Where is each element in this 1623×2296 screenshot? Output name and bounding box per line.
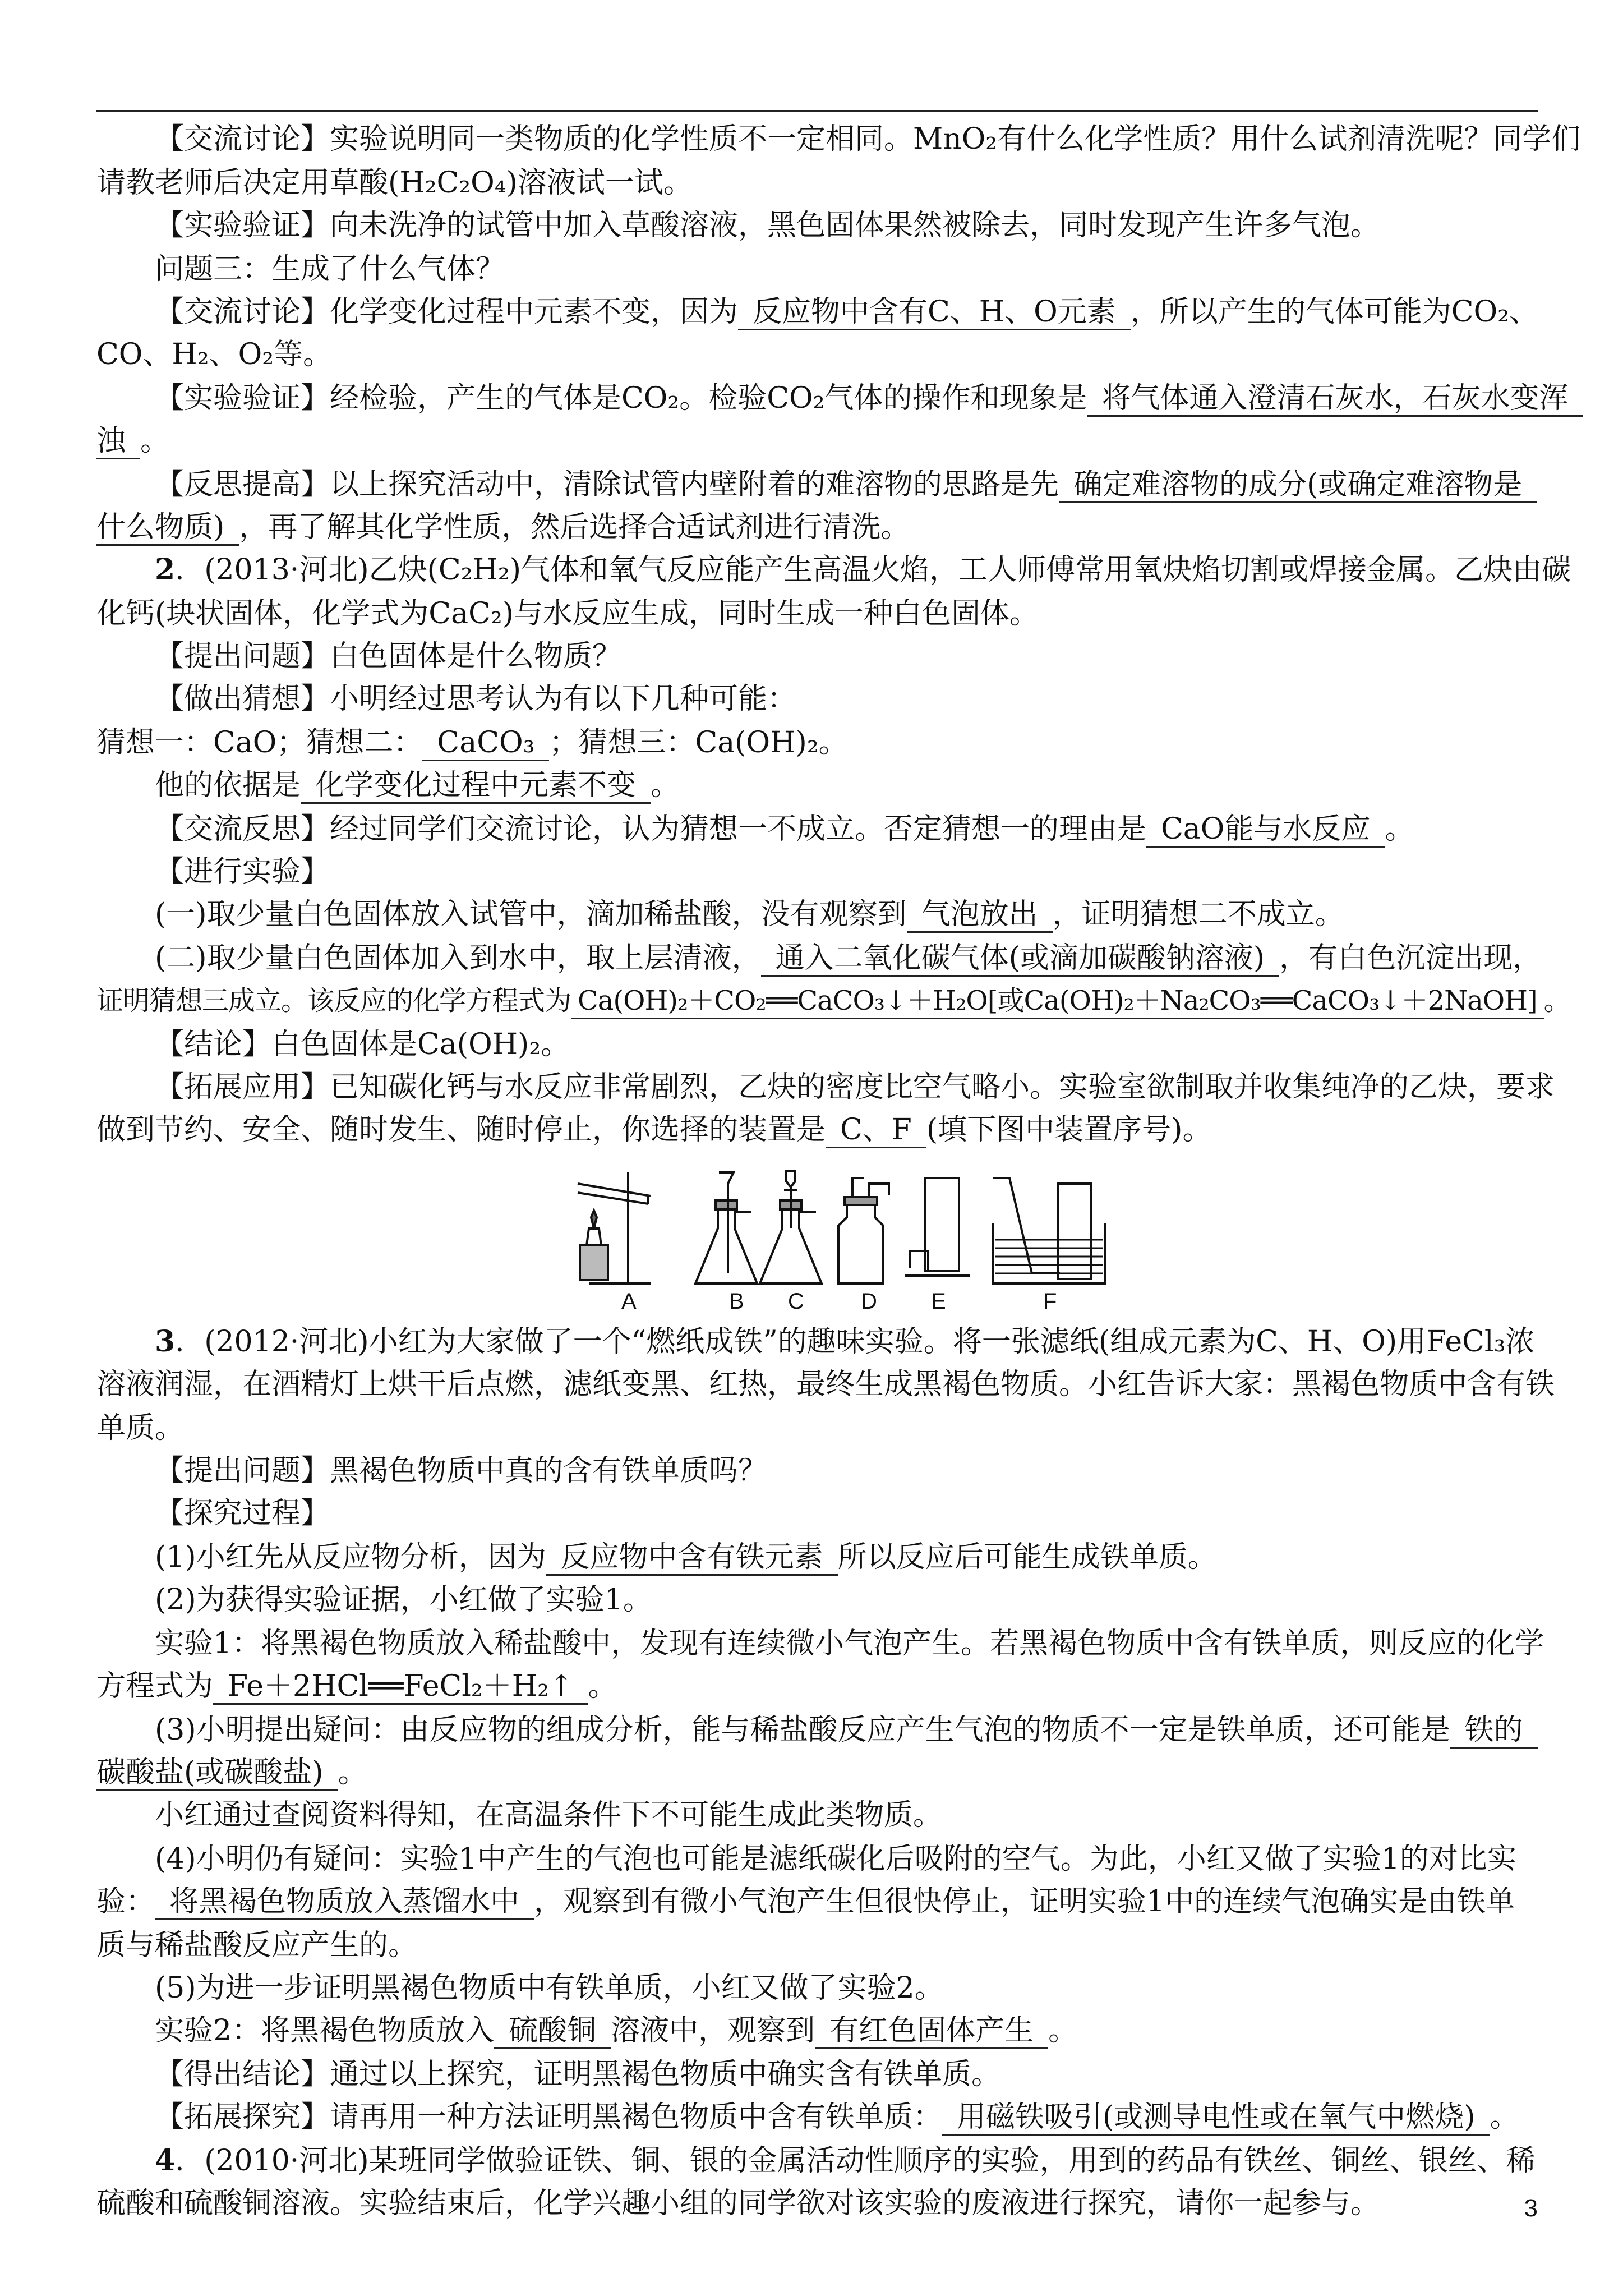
apparatus-e xyxy=(905,1178,970,1276)
text-line: 溶液润湿，在酒精灯上烘干后点燃，滤纸变黑、红热，最终生成黑褐色物质。小红告诉大家：黑褐色物质中含有铁 xyxy=(96,1368,1555,1401)
answer-blank: Fe＋2HCl══FeCl₂＋H₂↑ xyxy=(213,1669,588,1705)
text-line: 【提出问题】黑褐色物质中真的含有铁单质吗？ xyxy=(155,1454,768,1488)
answer-blank: 化学变化过程中元素不变 xyxy=(301,769,651,804)
text-line: CO、H₂、O₂等。 xyxy=(96,338,333,371)
text-line: 浊 。 xyxy=(96,422,1538,460)
text-line: 他的依据是 化学变化过程中元素不变 。 xyxy=(96,766,1538,804)
answer-blank: 气泡放出 xyxy=(907,898,1053,933)
apparatus-a xyxy=(578,1172,651,1283)
answer-blank: 反应物中含有铁元素 xyxy=(546,1540,838,1576)
apparatus-figure xyxy=(566,1161,1122,1290)
text-line: 做到节约、安全、随时发生、随时停止，你选择的装置是 C、F (填下图中装置序号)。 xyxy=(96,1111,1538,1149)
text-line: 实验2：将黑褐色物质放入 硫酸铜 溶液中，观察到 有红色固体产生 。 xyxy=(96,2012,1538,2050)
text-line: 硫酸和硫酸铜溶液。实验结束后，化学兴趣小组的同学欲对该实验的废液进行探究，请你一起参与。 xyxy=(96,2187,1380,2220)
text-line: 请教老师后决定用草酸(H₂C₂O₄)溶液试一试。 xyxy=(96,166,693,200)
text-line: 验： 将黑褐色物质放入蒸馏水中 ，观察到有微小气泡产生但很快停止，证明实验1中的连续气泡确实是由铁单 xyxy=(96,1883,1538,1921)
answer-blank: 将气体通入澄清石灰水，石灰水变浑 xyxy=(1087,381,1583,417)
figure-label-c: C xyxy=(788,1289,804,1314)
header-rule xyxy=(96,110,1538,112)
answer-blank: 硫酸铜 xyxy=(494,2014,611,2049)
apparatus-f xyxy=(993,1178,1105,1283)
answer-blank: 浊 xyxy=(96,424,140,459)
text-line: 单质。 xyxy=(96,1411,185,1445)
text-line: (5)为进一步证明黑褐色物质中有铁单质，小红又做了实验2。 xyxy=(155,1971,944,2005)
text-line: 【进行实验】 xyxy=(155,855,330,889)
text-line: 【探究过程】 xyxy=(155,1497,330,1530)
text-line: (1)小红先从反应物分析，因为 反应物中含有铁元素 所以反应后可能生成铁单质。 xyxy=(96,1538,1538,1576)
text-line: (2)为获得实验证据，小红做了实验1。 xyxy=(155,1583,652,1617)
answer-blank: 什么物质) xyxy=(96,510,239,546)
answer-blank: 用磁铁吸引(或测导电性或在氧气中燃烧) xyxy=(942,2100,1490,2136)
text-line: 猜想一：CaO；猜想二： CaCO₃ ；猜想三：Ca(OH)₂。 xyxy=(96,724,1538,762)
page-number: 3 xyxy=(1524,2194,1538,2222)
question-3: 3．(2012·河北)小红为大家做了一个“燃纸成铁”的趣味实验。将一张滤纸(组成元素为C、H、O)用FeCl₃浓 xyxy=(155,1324,1535,1359)
text-line: 【拓展探究】请再用一种方法证明黑褐色物质中含有铁单质： 用磁铁吸引(或测导电性或在氧气中燃烧) 。 xyxy=(96,2098,1538,2136)
text-line: 【交流讨论】实验说明同一类物质的化学性质不一定相同。MnO₂有什么化学性质？用什么试剂清洗呢？同学们 xyxy=(155,122,1581,156)
answer-blank: 铁的 xyxy=(1450,1713,1538,1749)
apparatus-b xyxy=(695,1172,757,1283)
text-line: 实验1：将黑褐色物质放入稀盐酸中，发现有连续微小气泡产生。若黑褐色物质中含有铁单质，则反应的化学 xyxy=(155,1627,1544,1660)
text-line: 【实验验证】向未洗净的试管中加入草酸溶液，黑色固体果然被除去，同时发现产生许多气泡。 xyxy=(155,209,1380,242)
question-4: 4．(2010·河北)某班同学做验证铁、铜、银的金属活动性顺序的实验，用到的药品有铁丝、铜丝、银丝、稀 xyxy=(155,2143,1536,2178)
text-line: 【做出猜想】小明经过思考认为有以下几种可能： xyxy=(155,682,797,716)
text-line: 【拓展应用】已知碳化钙与水反应非常剧烈，乙炔的密度比空气略小。实验室欲制取并收集纯净的乙炔，要求 xyxy=(155,1070,1555,1104)
text-line: 【交流讨论】化学变化过程中元素不变，因为 反应物中含有C、H、O元素 ，所以产生的气体可能为CO₂、 xyxy=(96,293,1538,331)
figure-label-d: D xyxy=(861,1289,877,1314)
text-line: (二)取少量白色固体加入到水中，取上层清液， 通入二氧化碳气体(或滴加碳酸钠溶液) ，有白色沉淀出现， xyxy=(96,939,1538,977)
text-line: 化钙(块状固体，化学式为CaC₂)与水反应生成，同时生成一种白色固体。 xyxy=(96,597,1039,631)
answer-blank: 有红色固体产生 xyxy=(815,2014,1048,2049)
answer-blank: CaO能与水反应 xyxy=(1146,812,1385,848)
text-line: 方程式为 Fe＋2HCl══FeCl₂＋H₂↑ 。 xyxy=(96,1667,1538,1705)
text-line: 【结论】白色固体是Ca(OH)₂。 xyxy=(155,1028,570,1061)
text-line: 【交流反思】经过同学们交流讨论，认为猜想一不成立。否定猜想一的理由是 CaO能与水反应 。 xyxy=(96,810,1538,848)
figure-label-a: A xyxy=(621,1289,637,1314)
answer-blank: Ca(OH)₂＋CO₂══CaCO₃↓＋H₂O[或Ca(OH)₂＋Na₂CO₃══CaCO₃↓＋2NaOH] xyxy=(571,984,1544,1019)
text-line: 问题三：生成了什么气体？ xyxy=(155,252,505,286)
answer-blank: 反应物中含有C、H、O元素 xyxy=(738,295,1131,330)
text-line: (一)取少量白色固体放入试管中，滴加稀盐酸，没有观察到 气泡放出 ，证明猜想二不成立。 xyxy=(96,895,1538,933)
text-line: 碳酸盐(或碳酸盐) 。 xyxy=(96,1754,1538,1792)
text-line: 质与稀盐酸反应产生的。 xyxy=(96,1929,418,1962)
answer-blank: 确定难溶物的成分(或确定难溶物是 xyxy=(1059,468,1537,503)
answer-blank: 碳酸盐(或碳酸盐) xyxy=(96,1756,338,1791)
figure-label-e: E xyxy=(931,1289,946,1314)
answer-blank: CaCO₃ xyxy=(422,726,549,761)
text-line: (4)小明仍有疑问：实验1中产生的气泡也可能是滤纸碳化后吸附的空气。为此，小红又做了实验1的对比实 xyxy=(155,1842,1516,1876)
text-line: 小红通过查阅资料得知，在高温条件下不可能生成此类物质。 xyxy=(155,1798,943,1832)
figure-label-b: B xyxy=(729,1289,744,1314)
text-line: (3)小明提出疑问：由反应物的组成分析，能与稀盐酸反应产生气泡的物质不一定是铁单质，还可能是 铁的 xyxy=(96,1711,1538,1749)
text-line: 【反思提高】以上探究活动中，清除试管内壁附着的难溶物的思路是先 确定难溶物的成分(或确定难溶物是 xyxy=(96,466,1538,504)
apparatus-d xyxy=(838,1178,889,1283)
figure-label-f: F xyxy=(1043,1289,1057,1314)
answer-blank: 将黑褐色物质放入蒸馏水中 xyxy=(155,1885,534,1920)
text-line: 证明猜想三成立。该反应的化学方程式为 Ca(OH)₂＋CO₂══CaCO₃↓＋H₂O[或Ca(OH)₂＋Na₂CO₃══CaCO₃↓＋2NaOH] 。 xyxy=(96,982,1538,1020)
text-line: 什么物质) ，再了解其化学性质，然后选择合适试剂进行清洗。 xyxy=(96,508,1538,546)
text-line: 【实验验证】经检验，产生的气体是CO₂。检验CO₂气体的操作和现象是 将气体通入澄清石灰水，石灰水变浑 xyxy=(96,379,1538,417)
answer-blank: C、F xyxy=(826,1113,926,1148)
apparatus-c xyxy=(760,1171,822,1283)
question-2: 2．(2013·河北)乙炔(C₂H₂)气体和氧气反应能产生高温火焰，工人师傅常用氧炔焰切割或焊接金属。乙炔由碳 xyxy=(155,553,1571,587)
text-line: 【提出问题】白色固体是什么物质？ xyxy=(155,639,622,673)
answer-blank: 通入二氧化碳气体(或滴加碳酸钠溶液) xyxy=(761,941,1280,977)
text-line: 【得出结论】通过以上探究，证明黑褐色物质中确实含有铁单质。 xyxy=(155,2058,1001,2091)
